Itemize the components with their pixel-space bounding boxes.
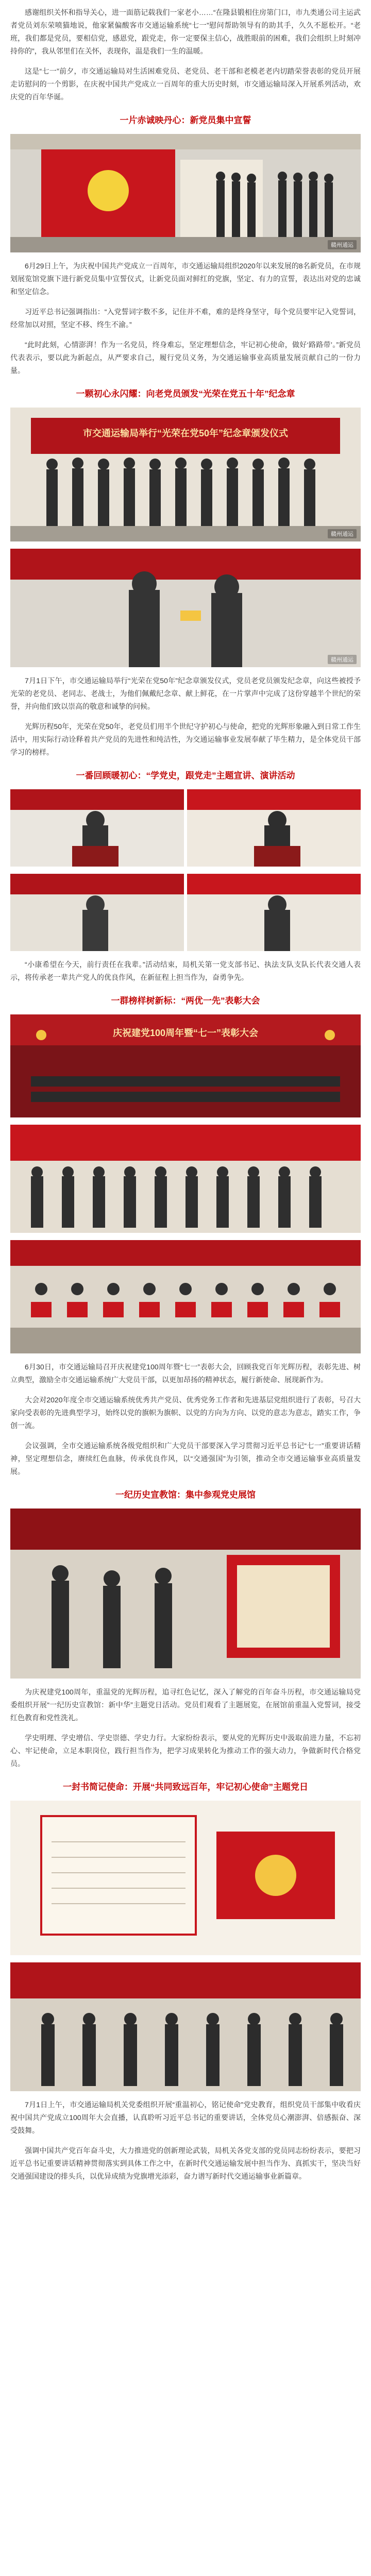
section-title: 一纪历史宣教馆：集中参观党史展馆 (115, 1490, 256, 1500)
section-title: 一群榜样树新标：“两优一先”表彰大会 (111, 996, 260, 1006)
award-recipients-photo (10, 1240, 361, 1353)
paragraph: 强调中国共产党百年奋斗史，大力推进党的创新理论武装，局机关各党支部的党员同志纷纷表示，要把习近平总书记重要讲话精神贯彻落实到具体工作之中，在新时代交通运输发展中担当作为、真抓实干，坚决当好交通强国建设的排头兵，以优异成绩为党旗增光添彩，奋力谱写新时代交通运输事业新篇章。 (10, 2146, 361, 2180)
paragraph: 感谢组织关怀和指导关心，进一面筋记载我们一家老小……“在隆县锻相住房第门口，市九类通公司主运武者党员刘东荣喷猫地说，他家紧偏酸客市交通运输系统“七一”慰问帮助领导有的助其手，久久不愿松开。“老班，我们都是党员，要相信党，感恩党，跟党走，你一定要保主信心，战胜眼前的困难，我们会组织上时刻冲持你的”，我从邻里们在关怀，表现你，温是我们一生的温暖。 (10, 8, 361, 55)
paragraph: 大会对2020年度全市交通运输系统优秀共产党员、优秀党务工作者和先进基层党组织进行了表彰，号召大家向受表彰的先进典型学习，始终以党的旗帜为旗帜、以党的方向为方向、以党的意志为意志，踏实工作，争创一流。 (10, 1396, 361, 1430)
museum-visit-photo (10, 1509, 361, 1679)
commendation-hall-photo (10, 1014, 361, 1117)
banner-text: 市交通运输局举行“光荣在党50年”纪念章颁发仪式 (82, 428, 289, 438)
paragraph: 6月30日，市交通运输局召开庆祝建党100周年暨“七一”表彰大会，回顾我党百年光辉历程，表彰先进、树立典型，激励全市交通运输系统广大党员干部，以更加昂扬的精神状态，履行新使命、展现新作为。 (10, 1363, 361, 1384)
speech-photo (10, 874, 184, 951)
watermark: 赣州通运 (328, 240, 357, 249)
paragraph: 6月29日上午，为庆祝中国共产党成立一百周年，市交通运输局组织2020年以来发展的8名新党员，在市规划展览馆党旗下进行新党员集中宣誓仪式，让新党员面对鲜红的党旗，坚定、有力的宣誓，表达出对党的忠诚和坚定信念。 (10, 262, 361, 296)
section-title: 一封书简记使命：开展“共同致远百年，牢记初心使命”主题党日 (63, 1782, 308, 1792)
paragraph: 为庆祝建党100周年，重温党的光辉历程，追寻红色记忆，深入了解党的百年奋斗历程，市交通运输局党委组织开展“一纪历史宣教馆：新中华”主题党日活动。党员们观看了主题展览，在展馆前重温入党誓词，接受红色教育和党性洗礼。 (10, 1688, 361, 1722)
paragraph: 学史明理、学史增信、学史崇德、学史力行。大家纷纷表示，要从党的光辉历史中汲取前进力量，不忘初心、牢记使命，立足本职岗位，践行担当作为，把学习成果转化为推动工作的强大动力，争做新时代合格党员。 (10, 1734, 361, 1768)
oath-photo (10, 134, 361, 252)
watermark: 赣州通运 (328, 529, 357, 538)
paragraph: 7月1日下午，市交通运输局举行“光荣在党50年”纪念章颁发仪式，党员老党员颁发纪念章，向这些被授予光荣的老党员、老同志、老战士，为他们佩戴纪念章、献上鲜花，在一片掌声中完成了这份穿越半个世纪的荣誉，并向他们致以崇高的敬意和诚挚的问候。 (10, 676, 361, 710)
paragraph: “此时此刻，心情澎湃！作为一名党员，终身难忘，坚定理想信念，牢记初心使命，做好‘路路带’。”新党员代表表示，要以此为新起点，从严要求自己，履行党员义务，为交通运输事业高质量发展贡献自己的一份力量。 (10, 341, 361, 375)
watermark: 赣州通运 (328, 655, 357, 664)
speech-photo-row (10, 789, 361, 867)
section-title: 一颗初心永闪耀：向老党员颁发“光荣在党五十年”纪念章 (76, 389, 295, 399)
letter-photo (10, 1801, 361, 1955)
commendation-stage-photo (10, 1125, 361, 1233)
speech-photo (187, 789, 361, 867)
speech-photo-row (10, 874, 361, 951)
paragraph: 会议强调，全市交通运输系统各级党组织和广大党员干部要深入学习贯彻习近平总书记“七一”重要讲话精神，坚定理想信念，赓续红色血脉，传承优良作风，以“交通强国”为引领，推动全市交通运输事业高质量发展。 (10, 1442, 361, 1476)
paragraph: “小康希望在今天，前行责任在我辈。”活动结束，局机关第一党支部书记、执法支队支队长代表交通人表示，将传承老一辈共产党人的优良作风，在新征程上担当作为，奋勇争先。 (10, 960, 361, 981)
paragraph: 7月1日上午，市交通运输局机关党委组织开展“重温初心，铭记使命”党史教育，组织党员干部集中收看庆祝中国共产党成立100周年大会直播，认真聆听习近平总书记的重要讲话，全体党员心潮澎湃、倍感振奋、深受鼓舞。 (10, 2100, 361, 2134)
article (0, 6, 371, 2183)
medal-ceremony-photo (10, 408, 361, 541)
paragraph: 这是“七一”前夕，市交通运输局对生活困难党员、老党员、老干部和老模老老内切踏荣誉表彰的党员开展走访慰问的一个剪影，在庆祝中国共产党成立一百周年的重大历史时刻，市交通运输局深入开展系列活动，欢庆党的百年华诞。 (10, 67, 361, 101)
speech-photo (187, 874, 361, 951)
paragraph: 光辉历程50年，光荣在党50年，老党员们用半个世纪守护初心与使命，把党的光辉形象融入到日常工作生活中，用实际行动诠释着共产党员的先进性和纯洁性，为交通运输事业发展奉献了毕生精力，是全体党员干部学习的榜样。 (10, 722, 361, 756)
speech-photo (10, 789, 184, 867)
party-day-photo (10, 1962, 361, 2091)
banner-text: 庆祝建党100周年暨“七一”表彰大会 (112, 1028, 259, 1038)
paragraph: 习近平总书记强调指出：“入党誓词字数不多，记住并不难，难的是终身坚守，每个党员要牢记入党誓词，经常加以对照，坚定不移、终生不渝。” (10, 308, 361, 329)
section-title: 一番回顾暖初心：“学党史，跟党走”主题宣讲、演讲活动 (76, 771, 295, 781)
section-title: 一片赤诚映丹心：新党员集中宣誓 (120, 115, 251, 125)
medal-pinning-photo (10, 549, 361, 667)
